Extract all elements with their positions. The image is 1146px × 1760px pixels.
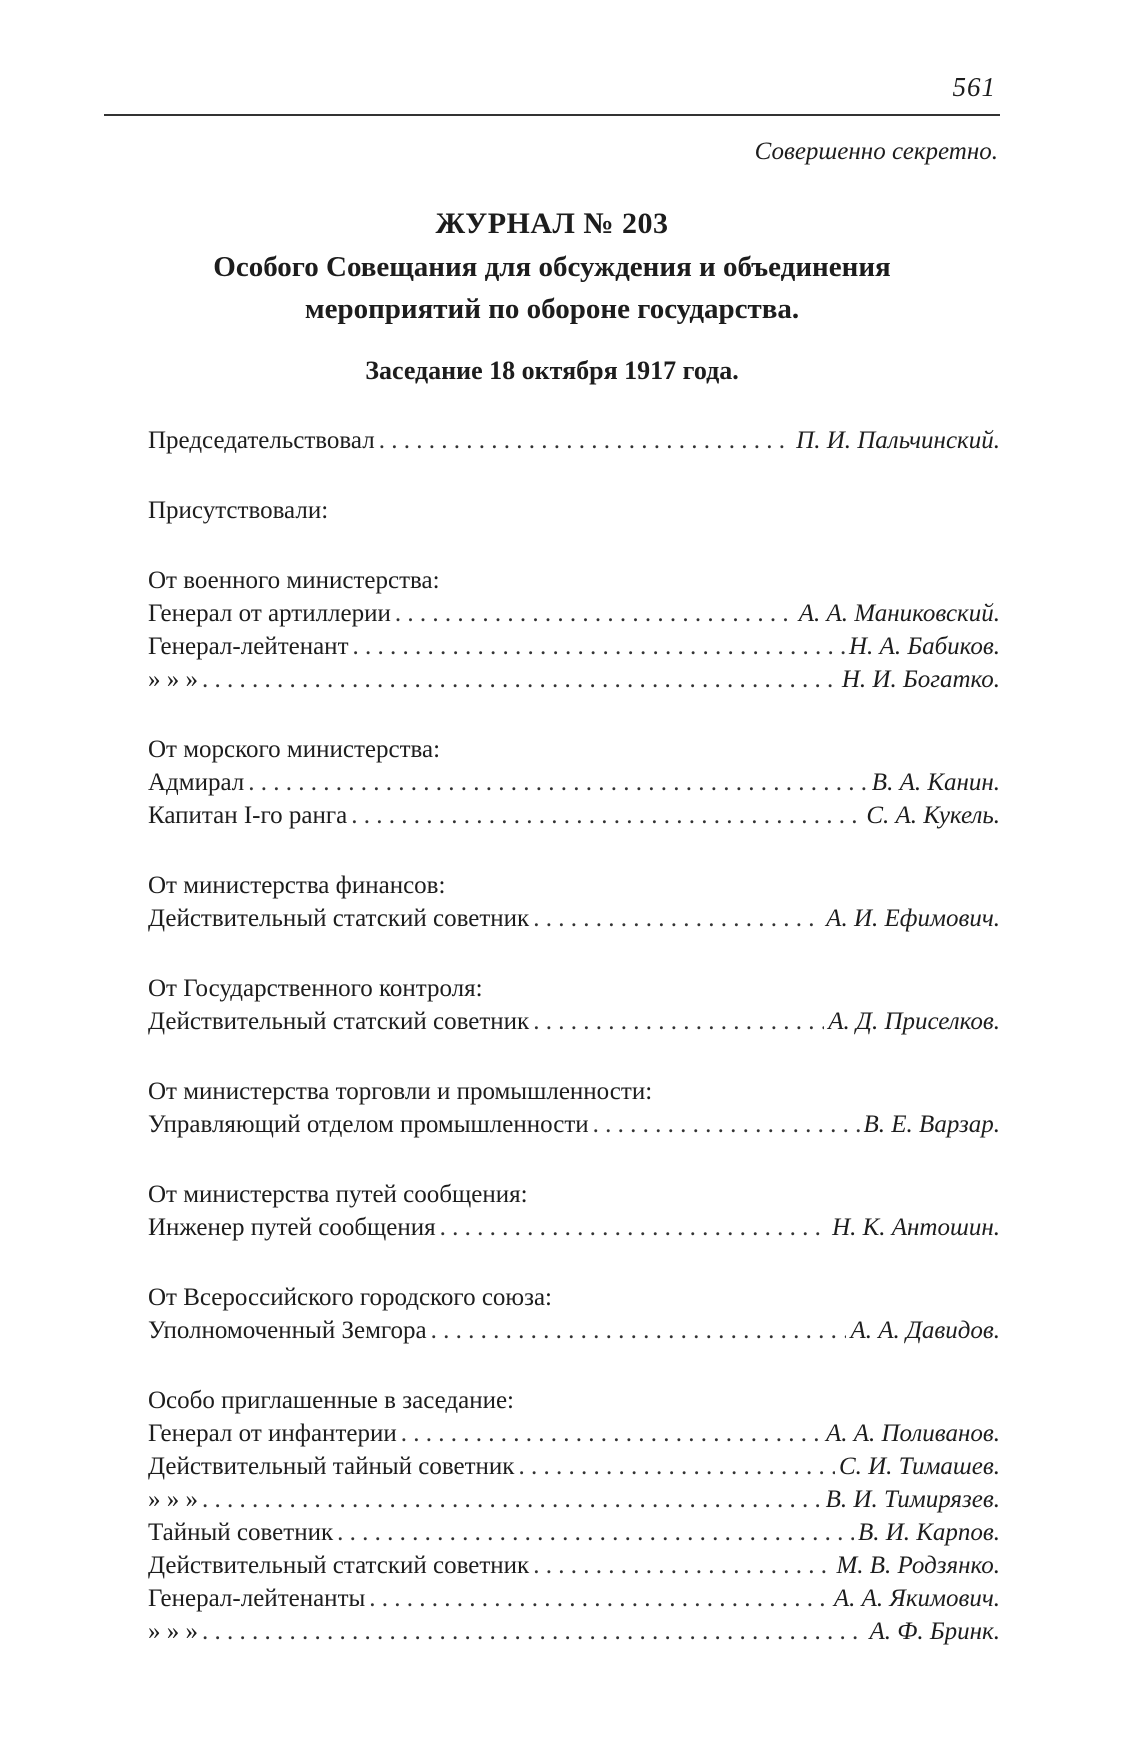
roster-entry <box>148 902 1000 935</box>
groups-container <box>148 527 1000 1648</box>
group-heading: От министерства торговли и промышленности: <box>148 1078 653 1105</box>
roster-entry <box>148 1483 1000 1516</box>
spacer <box>148 527 1000 564</box>
roster-group <box>148 1281 1000 1347</box>
spacer <box>148 696 1000 733</box>
entry-role: Генерал от инфантерии <box>148 1420 397 1447</box>
entry-name: Н. И. Богатко. <box>841 666 1000 693</box>
entry-role: Действительный тайный советник <box>148 1453 515 1480</box>
dot-leader <box>202 663 838 696</box>
dot-leader <box>369 1582 830 1615</box>
roster-group <box>148 564 1000 696</box>
roster-group <box>148 1384 1000 1648</box>
group-heading: От морского министерства: <box>148 736 441 763</box>
dot-leader <box>337 1516 854 1549</box>
roster-entry <box>148 1516 1000 1549</box>
entry-name: М. В. Родзянко. <box>836 1552 1000 1579</box>
dot-leader <box>202 1483 822 1516</box>
roster-entry <box>148 1108 1000 1141</box>
roster-entry <box>148 1615 1000 1648</box>
group-heading: От министерства путей сообщения: <box>148 1181 528 1208</box>
entry-name: А. А. Якимович. <box>833 1585 1000 1612</box>
group-heading: От Всероссийского городского союза: <box>148 1284 553 1311</box>
roster-group <box>148 972 1000 1038</box>
entry-role: Действительный статский советник <box>148 905 530 932</box>
roster-group <box>148 1178 1000 1244</box>
spacer <box>148 1244 1000 1281</box>
spacer <box>148 1141 1000 1178</box>
entry-name: С. А. Кукель. <box>866 802 1000 829</box>
dot-leader <box>248 766 868 799</box>
classification-stamp: Совершенно секретно. <box>754 138 998 165</box>
title-block <box>104 202 1000 330</box>
group-heading: От министерства финансов: <box>148 872 446 899</box>
entry-role: Действительный статский советник <box>148 1008 530 1035</box>
entry-name: А. И. Ефимович. <box>826 905 1000 932</box>
roster-entry <box>148 1005 1000 1038</box>
entry-name: С. И. Тимашев. <box>838 1453 1000 1480</box>
roster-entry <box>148 1582 1000 1615</box>
spacer <box>148 1038 1000 1075</box>
roster-entry <box>148 1417 1000 1450</box>
roster-entry <box>148 1314 1000 1347</box>
roster-entry <box>148 1450 1000 1483</box>
roster-group <box>148 1075 1000 1141</box>
roster-entry <box>148 663 1000 696</box>
entry-role: Капитан I-го ранга <box>148 802 348 829</box>
entry-role: Адмирал <box>148 769 245 796</box>
spacer <box>148 1347 1000 1384</box>
group-heading: От Государственного контроля: <box>148 975 483 1002</box>
entry-role: Тайный советник <box>148 1519 334 1546</box>
group-heading: Особо приглашенные в заседание: <box>148 1387 514 1414</box>
dot-leader <box>533 902 822 935</box>
roster-entry <box>148 1211 1000 1244</box>
dot-leader <box>593 1108 860 1141</box>
entry-name: В. Е. Варзар. <box>863 1111 1000 1138</box>
entry-name: В. И. Карпов. <box>857 1519 1000 1546</box>
entry-role: Уполномоченный Земгора <box>148 1317 427 1344</box>
chair-row <box>148 424 1000 457</box>
dot-leader <box>353 630 846 663</box>
entry-name: Н. К. Антошин. <box>832 1214 1000 1241</box>
entry-role: Управляющий отделом промышленности <box>148 1111 589 1138</box>
entry-name: А. Ф. Бринк. <box>869 1618 1000 1645</box>
entry-name: В. И. Тимирязев. <box>825 1486 1000 1513</box>
entry-name: Н. А. Бабиков. <box>849 633 1000 660</box>
roster-entry <box>148 630 1000 663</box>
chair-label: Председательствовал <box>148 427 375 454</box>
roster-entry <box>148 799 1000 832</box>
dot-leader <box>518 1450 835 1483</box>
entry-name: А. Д. Приселков. <box>828 1008 1000 1035</box>
spacer <box>148 832 1000 869</box>
entry-role: » » » <box>148 1486 198 1513</box>
roster-entry <box>148 597 1000 630</box>
entry-role: Инженер путей сообщения <box>148 1214 436 1241</box>
journal-subtitle-line-2: мероприятий по обороне государства. <box>304 293 800 325</box>
dot-leader <box>533 1549 832 1582</box>
spacer <box>148 935 1000 972</box>
session-date: Заседание 18 октября 1917 года. <box>365 356 739 385</box>
entry-role: » » » <box>148 1618 198 1645</box>
entry-role: Генерал от артиллерии <box>148 600 391 627</box>
page-number: 561 <box>952 72 996 102</box>
entry-name: А. А. Поливанов. <box>825 1420 1000 1447</box>
dot-leader <box>351 799 862 832</box>
dot-leader <box>395 597 795 630</box>
dot-leader <box>533 1005 824 1038</box>
dot-leader <box>401 1417 822 1450</box>
entry-name: А. А. Давидов. <box>850 1317 1000 1344</box>
present-label: Присутствовали: <box>148 497 329 524</box>
spacer <box>148 457 1000 494</box>
roster-entry <box>148 1549 1000 1582</box>
entry-name: А. А. Маниковский. <box>798 600 1000 627</box>
journal-title: ЖУРНАЛ № 203 <box>435 207 669 240</box>
chair-name: П. И. Пальчинский. <box>796 427 1000 454</box>
entry-name: В. А. Канин. <box>871 769 1000 796</box>
roster-entry <box>148 766 1000 799</box>
dot-leader <box>202 1615 866 1648</box>
entry-role: » » » <box>148 666 198 693</box>
entry-role: Генерал-лейтенант <box>148 633 349 660</box>
roster-group <box>148 733 1000 832</box>
roster-group <box>148 869 1000 935</box>
dot-leader <box>431 1314 847 1347</box>
dot-leader <box>440 1211 828 1244</box>
entry-role: Генерал-лейтенанты <box>148 1585 366 1612</box>
entry-role: Действительный статский советник <box>148 1552 530 1579</box>
header-rule <box>104 114 1000 116</box>
group-heading: От военного министерства: <box>148 567 440 594</box>
journal-subtitle-line-1: Особого Совещания для обсуждения и объединения <box>213 251 891 283</box>
dot-leader <box>379 424 792 457</box>
attendance-roster <box>148 424 1000 1648</box>
